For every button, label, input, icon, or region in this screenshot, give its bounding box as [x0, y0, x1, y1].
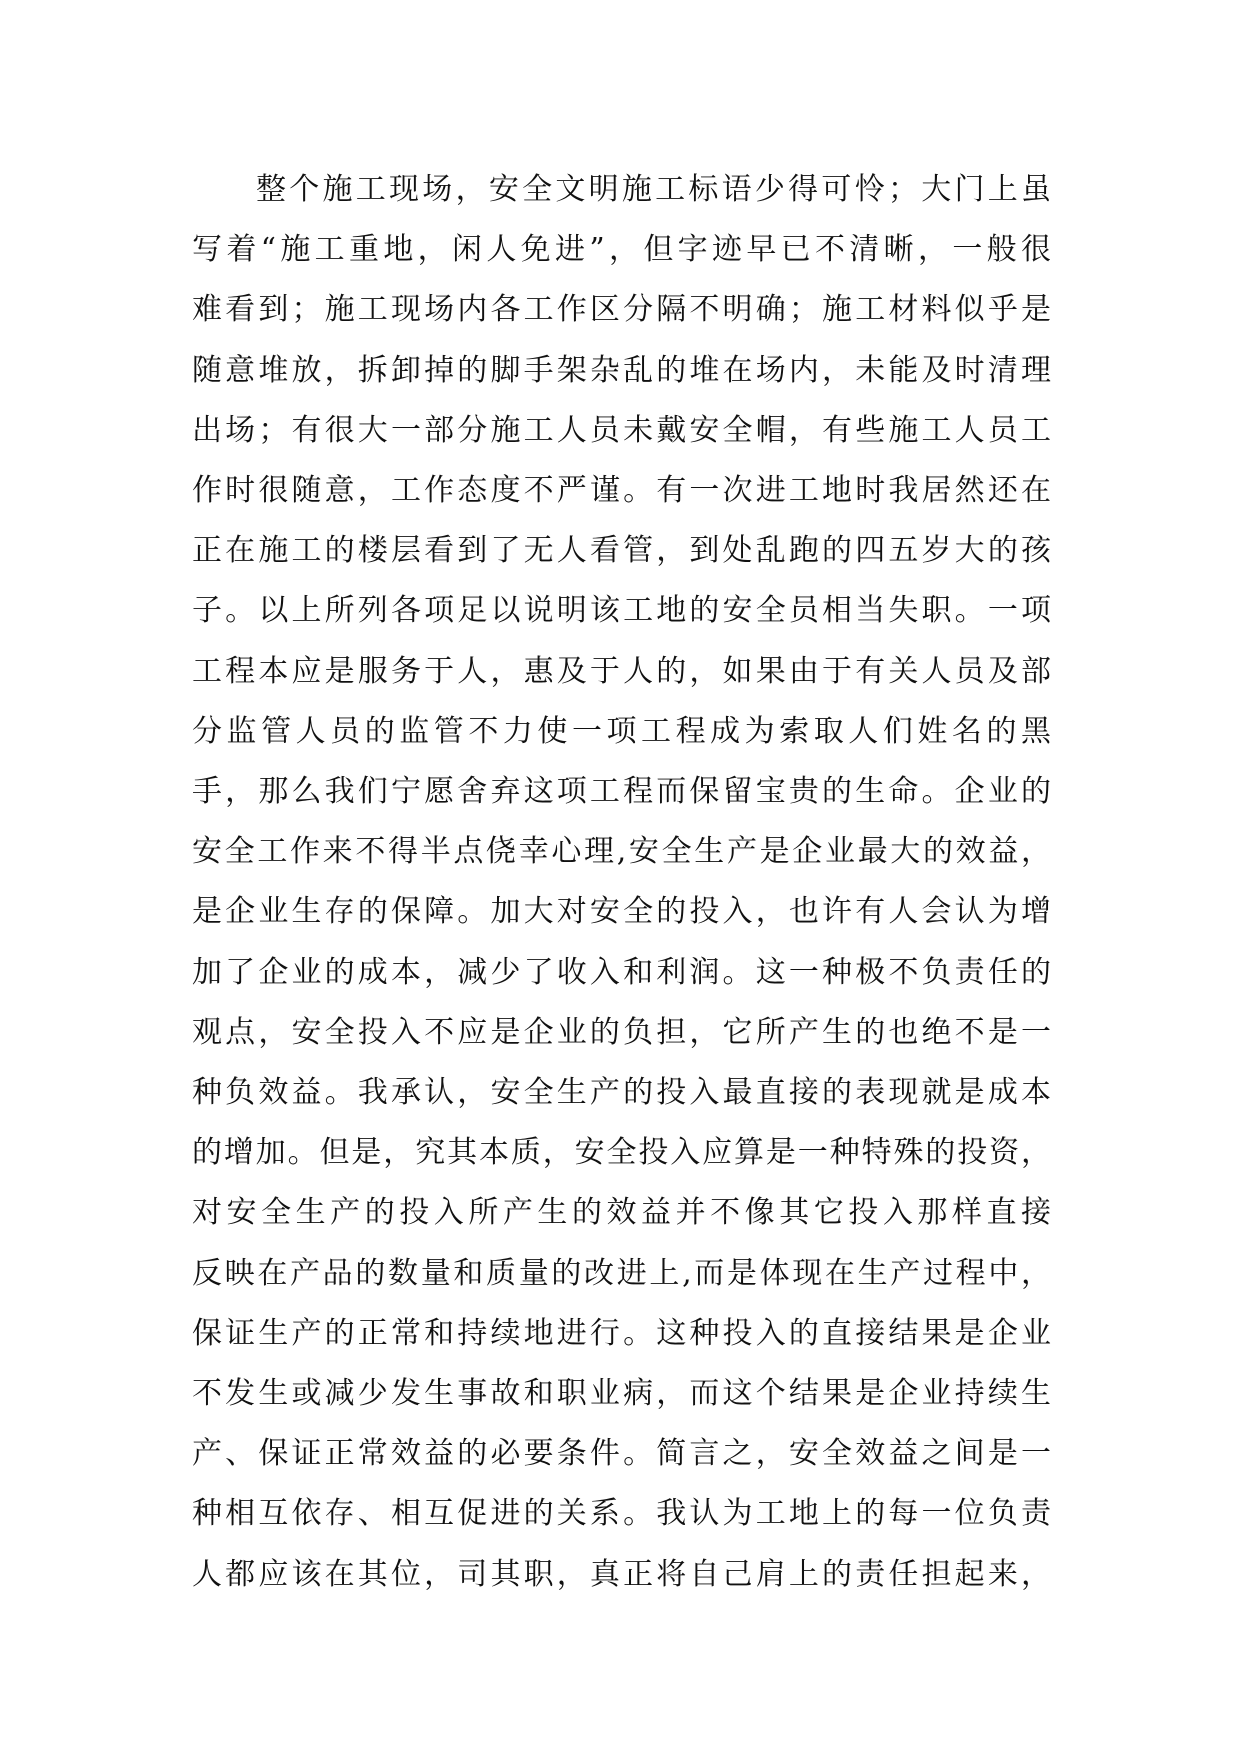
paragraph-line: 不发生或减少发生事故和职业病，而这个结果是企业持续生 — [192, 1376, 1052, 1412]
paragraph-line: 种相互依存、相互促进的关系。我认为工地上的每一位负责 — [192, 1496, 1052, 1532]
paragraph-line: 加了企业的成本，减少了收入和利润。这一种极不负责任的 — [192, 954, 1052, 990]
paragraph-line: 手，那么我们宁愿舍弃这项工程而保留宝贵的生命。企业的 — [192, 774, 1052, 810]
paragraph-line: 反映在产品的数量和质量的改进上,而是体现在生产过程中， — [192, 1255, 1052, 1291]
paragraph-line: 安全工作来不得半点侥幸心理,安全生产是企业最大的效益， — [192, 834, 1052, 870]
paragraph-line: 观点，安全投入不应是企业的负担，它所产生的也绝不是一 — [192, 1014, 1052, 1050]
paragraph-line: 难看到；施工现场内各工作区分隔不明确；施工材料似乎是 — [192, 292, 1052, 328]
paragraph-line: 子。以上所列各项足以说明该工地的安全员相当失职。一项 — [192, 593, 1052, 629]
paragraph-line: 工程本应是服务于人，惠及于人的，如果由于有关人员及部 — [192, 653, 1052, 689]
body-paragraph — [192, 160, 1052, 1605]
paragraph-line: 分监管人员的监管不力使一项工程成为索取人们姓名的黑 — [192, 713, 1052, 749]
paragraph-line: 出场；有很大一部分施工人员未戴安全帽，有些施工人员工 — [192, 412, 1052, 448]
paragraph-line: 对安全生产的投入所产生的效益并不像其它投入那样直接 — [192, 1195, 1052, 1231]
paragraph-line: 保证生产的正常和持续地进行。这种投入的直接结果是企业 — [192, 1315, 1052, 1351]
paragraph-line: 人都应该在其位，司其职，真正将自己肩上的责任担起来， — [192, 1556, 1052, 1592]
paragraph-line: 种负效益。我承认，安全生产的投入最直接的表现就是成本 — [192, 1075, 1052, 1111]
paragraph-line: 作时很随意，工作态度不严谨。有一次进工地时我居然还在 — [192, 473, 1052, 509]
paragraph-line: 的增加。但是，究其本质，安全投入应算是一种特殊的投资， — [192, 1135, 1052, 1171]
paragraph-line: 整个施工现场，安全文明施工标语少得可怜；大门上虽 — [256, 172, 1052, 207]
paragraph-line: 是企业生存的保障。加大对安全的投入，也许有人会认为增 — [192, 894, 1052, 930]
paragraph-line: 产、保证正常效益的必要条件。简言之，安全效益之间是一 — [192, 1436, 1052, 1472]
paragraph-line: 随意堆放，拆卸掉的脚手架杂乱的堆在场内，未能及时清理 — [192, 352, 1052, 388]
paragraph-line: 正在施工的楼层看到了无人看管，到处乱跑的四五岁大的孩 — [192, 533, 1052, 569]
paragraph-line: 写着“施工重地，闲人免进”，但字迹早已不清晰，一般很 — [192, 232, 1052, 268]
